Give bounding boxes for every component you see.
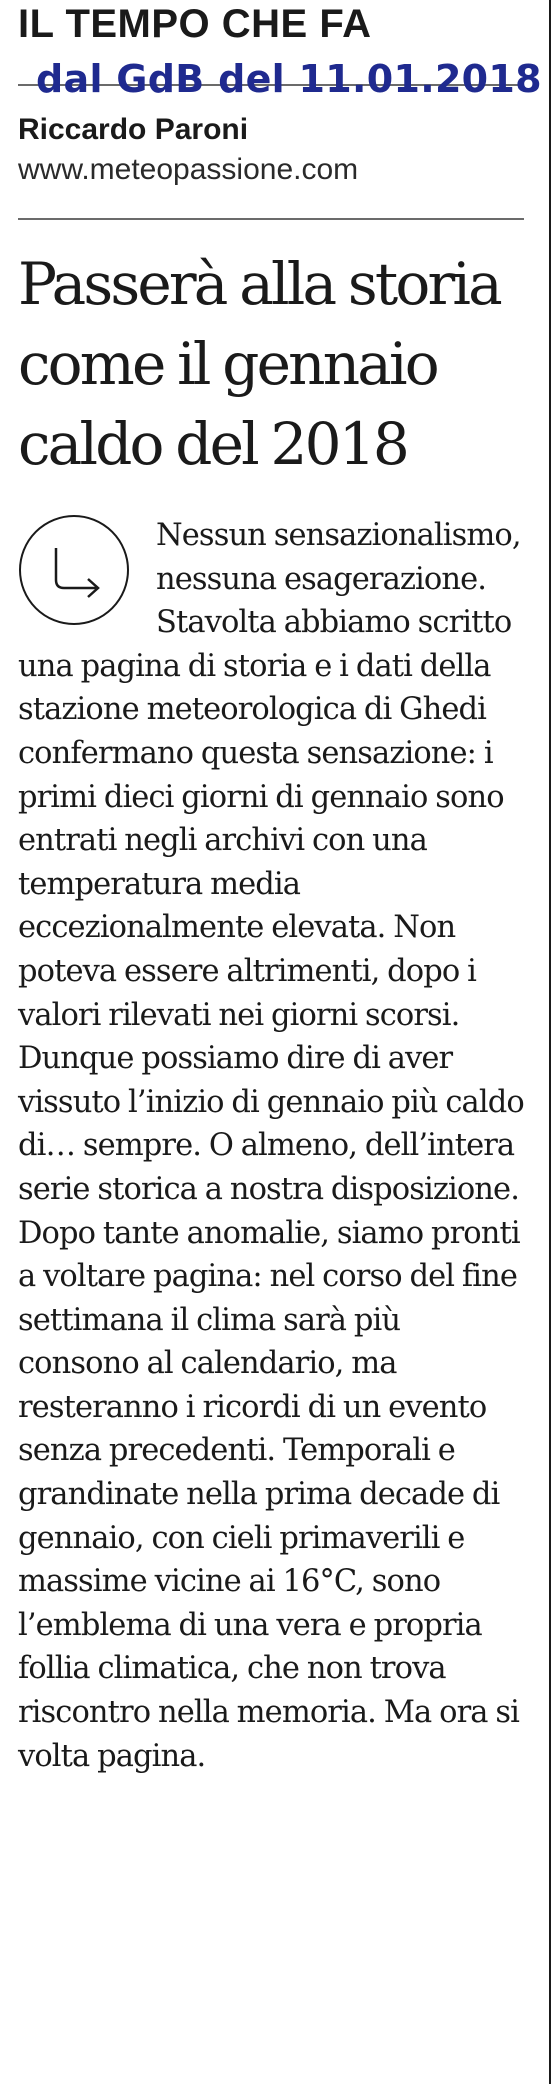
column-border xyxy=(549,0,551,2084)
author-website: www.meteopassione.com xyxy=(18,153,359,186)
article-body xyxy=(18,514,524,1778)
author-name: Riccardo Paroni xyxy=(18,113,249,146)
article-body-text: Nessun sensazionalismo, nessuna esagerazione. Stavolta abbiamo scritto una pagina di storia e i dati della stazione meteorologica di Ghedi confermano questa sensazione: i primi dieci giorni di gennaio sono entrati negli archivi con una temperatura media eccezionalmente elevata. Non poteva essere altrimenti, dopo i valori rilevati nei giorni scorsi. Dunque possiamo dire di aver vissuto l’inizio di gennaio più caldo di… sempre. O almeno, dell’intera serie storica a nostra disposizione. Dopo tante anomalie, siamo pronti a voltare pagina: nel corso del fine settimana il clima sarà più consono al calendario, ma resteranno i ricordi di un evento senza precedenti. Temporali e grandinate nella prima decade di gennaio, con cieli primaverili e massime vicine ai 16°C, sono l’emblema di una vera e propria follia climatica, che non trova riscontro nella memoria. Ma ora si volta pagina. xyxy=(18,518,524,1774)
icon-spacer xyxy=(18,514,156,644)
source-date-overlay: dal GdB del 11.01.2018 xyxy=(36,57,542,101)
headline-divider xyxy=(18,218,524,220)
article-headline: Passerà alla storia come il gennaio caldo del 2018 xyxy=(18,250,500,478)
section-title: IL TEMPO CHE FA xyxy=(18,2,372,46)
